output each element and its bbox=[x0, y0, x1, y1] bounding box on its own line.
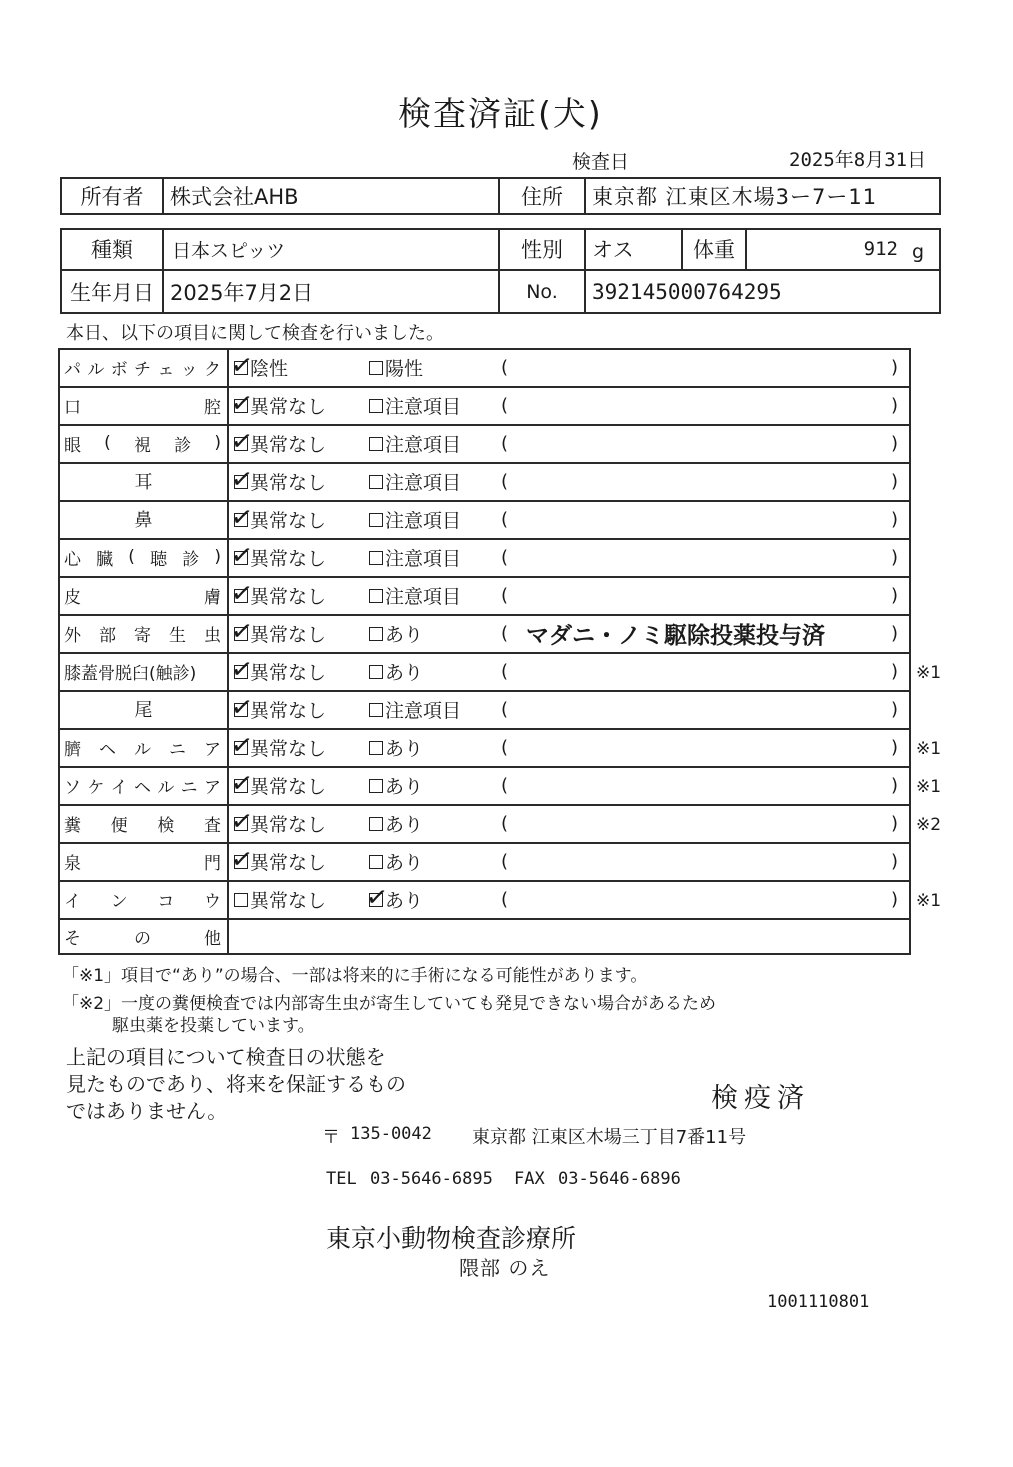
row-label: 皮 膚 bbox=[64, 587, 221, 608]
check-mark-icon: ✓ bbox=[229, 767, 255, 801]
breed-value: 日本スピッツ bbox=[172, 239, 286, 262]
checkbox-abnormal[interactable] bbox=[369, 779, 383, 793]
disclaimer-line2: 見たものであり、将来を保証するもの bbox=[66, 1072, 406, 1096]
option-abnormal-label: あり bbox=[385, 889, 424, 912]
check-mark-icon: ✓ bbox=[229, 501, 255, 535]
checkbox-abnormal[interactable] bbox=[369, 665, 383, 679]
checkbox-normal[interactable] bbox=[229, 349, 255, 383]
row-label: 尾 bbox=[134, 700, 153, 721]
check-mark-icon: ✓ bbox=[229, 615, 255, 649]
row-label: 泉 門 bbox=[64, 853, 221, 874]
option-abnormal[interactable] bbox=[369, 842, 499, 880]
option-abnormal[interactable] bbox=[369, 500, 499, 538]
open-paren: ( bbox=[501, 888, 509, 910]
footnote-1: 「※1」項目で“あり”の場合、一部は将来的に手術になる可能性があります。 bbox=[62, 966, 648, 986]
row-label: ソ ケ イ ヘ ル ニ ア bbox=[64, 777, 221, 798]
close-paren: ) bbox=[891, 698, 899, 720]
footnote-2-line2: 駆虫薬を投薬しています。 bbox=[112, 1016, 315, 1036]
checkbox-normal[interactable] bbox=[229, 805, 255, 839]
row-label: 心 臓 ( 聴 診 ) bbox=[64, 547, 221, 570]
checkbox-abnormal[interactable] bbox=[369, 437, 383, 451]
open-paren: ( bbox=[501, 508, 509, 530]
checkbox-normal[interactable] bbox=[229, 387, 255, 421]
weight-unit: g bbox=[912, 241, 925, 263]
option-normal[interactable] bbox=[229, 500, 364, 538]
check-mark-icon: ✓ bbox=[229, 691, 255, 725]
option-normal[interactable] bbox=[229, 424, 364, 462]
weight-value: 912 bbox=[863, 238, 898, 260]
close-paren: ) bbox=[891, 470, 899, 492]
check-mark-icon: ✓ bbox=[229, 349, 255, 383]
option-normal-label: 異常なし bbox=[250, 889, 327, 912]
option-normal-label: 異常なし bbox=[250, 395, 327, 418]
open-paren: ( bbox=[501, 774, 509, 796]
option-abnormal-label: 注意項目 bbox=[385, 699, 462, 722]
open-paren: ( bbox=[501, 584, 509, 606]
option-normal[interactable] bbox=[229, 690, 364, 728]
check-mark-icon: ✓ bbox=[229, 805, 255, 839]
checkbox-normal[interactable] bbox=[229, 691, 255, 725]
option-abnormal-label: 注意項目 bbox=[385, 547, 462, 570]
open-paren: ( bbox=[501, 698, 509, 720]
option-normal[interactable] bbox=[229, 462, 364, 500]
close-paren: ) bbox=[891, 622, 899, 644]
option-normal-label: 異常なし bbox=[250, 471, 327, 494]
option-normal-label: 異常なし bbox=[250, 699, 327, 722]
option-normal[interactable] bbox=[229, 804, 364, 842]
checkbox-normal[interactable] bbox=[229, 539, 255, 573]
option-normal-label: 異常なし bbox=[250, 509, 327, 532]
row-label: 臍 ヘ ル ニ ア bbox=[64, 739, 221, 760]
option-abnormal[interactable] bbox=[369, 804, 499, 842]
option-normal[interactable] bbox=[229, 652, 364, 690]
footnote-mark: ※1 bbox=[916, 739, 942, 759]
check-mark-icon: ✓ bbox=[229, 539, 255, 573]
close-paren: ) bbox=[891, 356, 899, 378]
check-mark-icon: ✓ bbox=[229, 387, 255, 421]
dob-value: 2025年7月2日 bbox=[170, 281, 314, 305]
open-paren: ( bbox=[501, 394, 509, 416]
option-abnormal-label: あり bbox=[385, 661, 424, 684]
option-normal[interactable] bbox=[229, 766, 364, 804]
option-normal-label: 異常なし bbox=[250, 585, 327, 608]
sex-value: オス bbox=[592, 238, 634, 262]
option-normal-label: 異常なし bbox=[250, 775, 327, 798]
tel-number: 03-5646-6895 bbox=[370, 1169, 493, 1189]
check-mark-icon: ✓ bbox=[229, 463, 255, 497]
option-abnormal[interactable] bbox=[369, 576, 499, 614]
checkbox-abnormal[interactable] bbox=[369, 475, 383, 489]
other-label: そ の 他 bbox=[64, 929, 221, 949]
check-mark-icon: ✓ bbox=[364, 881, 390, 915]
exam-date-label: 検査日 bbox=[572, 151, 630, 173]
checkbox-abnormal[interactable] bbox=[369, 855, 383, 869]
option-abnormal[interactable] bbox=[364, 880, 499, 918]
signer-name: 隈部 のえ bbox=[459, 1256, 551, 1280]
close-paren: ) bbox=[891, 508, 899, 530]
dob-label: 生年月日 bbox=[70, 281, 154, 305]
footnote-mark: ※1 bbox=[916, 663, 942, 683]
address-value: 東京都 江東区木場3ー7ー11 bbox=[592, 185, 878, 209]
option-abnormal-label: 注意項目 bbox=[385, 433, 462, 456]
close-paren: ) bbox=[891, 774, 899, 796]
close-paren: ) bbox=[891, 394, 899, 416]
row-label: パ ル ボ チ ェ ッ ク bbox=[64, 359, 221, 380]
checkbox-abnormal[interactable] bbox=[369, 741, 383, 755]
option-abnormal-label: あり bbox=[385, 737, 424, 760]
check-mark-icon: ✓ bbox=[229, 577, 255, 611]
option-abnormal[interactable] bbox=[369, 766, 499, 804]
option-normal[interactable] bbox=[229, 348, 364, 386]
checkbox-abnormal[interactable] bbox=[369, 589, 383, 603]
check-mark-icon: ✓ bbox=[229, 729, 255, 763]
close-paren: ) bbox=[891, 850, 899, 872]
option-abnormal-label: あり bbox=[385, 813, 424, 836]
checkbox-abnormal[interactable] bbox=[369, 703, 383, 717]
document-number: 1001110801 bbox=[767, 1292, 870, 1312]
option-normal-label: 異常なし bbox=[250, 547, 327, 570]
row-label: 眼 ( 視 診 ) bbox=[64, 433, 221, 456]
option-abnormal-label: 注意項目 bbox=[385, 395, 462, 418]
checkbox-normal[interactable] bbox=[234, 893, 248, 907]
row-label: 鼻 bbox=[134, 510, 153, 531]
option-normal-label: 異常なし bbox=[250, 433, 327, 456]
option-normal-label: 陰性 bbox=[250, 357, 289, 380]
sex-label: 性別 bbox=[521, 238, 563, 262]
row-label: イ ン コ ウ bbox=[64, 891, 221, 912]
option-abnormal[interactable] bbox=[369, 690, 499, 728]
open-paren: ( bbox=[501, 356, 509, 378]
option-normal-label: 異常なし bbox=[250, 623, 327, 646]
footnote-2-line1: 「※2」一度の糞便検査では内部寄生虫が寄生していても発見できない場合があるため bbox=[62, 994, 717, 1014]
checkbox-normal[interactable] bbox=[229, 463, 255, 497]
owner-label: 所有者 bbox=[80, 185, 144, 209]
option-abnormal-label: 注意項目 bbox=[385, 471, 462, 494]
row-label: 外 部 寄 生 虫 bbox=[64, 625, 221, 646]
weight-label: 体重 bbox=[693, 238, 735, 262]
option-abnormal-label: 注意項目 bbox=[385, 585, 462, 608]
option-abnormal-label: あり bbox=[385, 851, 424, 874]
open-paren: ( bbox=[501, 546, 509, 568]
checkbox-normal[interactable] bbox=[229, 767, 255, 801]
option-normal-label: 異常なし bbox=[250, 661, 327, 684]
close-paren: ) bbox=[891, 546, 899, 568]
option-normal[interactable] bbox=[229, 538, 364, 576]
checkbox-normal[interactable] bbox=[229, 615, 255, 649]
close-paren: ) bbox=[891, 660, 899, 682]
row-label: 膝蓋骨脱臼(触診) bbox=[64, 663, 197, 684]
check-mark-icon: ✓ bbox=[229, 653, 255, 687]
option-normal[interactable] bbox=[229, 728, 364, 766]
row-label: 口 腔 bbox=[64, 397, 221, 418]
option-abnormal[interactable] bbox=[369, 728, 499, 766]
option-abnormal-label: 注意項目 bbox=[385, 509, 462, 532]
checkbox-normal[interactable] bbox=[229, 425, 255, 459]
checkbox-abnormal[interactable] bbox=[369, 399, 383, 413]
open-paren: ( bbox=[501, 736, 509, 758]
option-normal-label: 異常なし bbox=[250, 851, 327, 874]
row-label: 糞 便 検 査 bbox=[64, 815, 221, 836]
option-abnormal[interactable] bbox=[369, 386, 499, 424]
address-label: 住所 bbox=[521, 185, 563, 209]
checkbox-normal[interactable] bbox=[229, 501, 255, 535]
open-paren: ( bbox=[501, 850, 509, 872]
close-paren: ) bbox=[891, 812, 899, 834]
checkbox-normal[interactable] bbox=[229, 577, 255, 611]
clinic-address: 東京都 江東区木場三丁目7番11号 bbox=[472, 1127, 747, 1148]
open-paren: ( bbox=[501, 432, 509, 454]
checkbox-normal[interactable] bbox=[229, 653, 255, 687]
close-paren: ) bbox=[891, 432, 899, 454]
close-paren: ) bbox=[891, 888, 899, 910]
checkbox-abnormal[interactable] bbox=[369, 361, 383, 375]
document-title: 検査済証(犬) bbox=[398, 94, 603, 133]
checkbox-abnormal[interactable] bbox=[369, 627, 383, 641]
option-abnormal-label: あり bbox=[385, 623, 424, 646]
checkbox-abnormal[interactable] bbox=[369, 513, 383, 527]
option-abnormal[interactable] bbox=[369, 424, 499, 462]
breed-label: 種類 bbox=[91, 238, 133, 262]
checkbox-abnormal[interactable] bbox=[369, 817, 383, 831]
checkbox-normal[interactable] bbox=[229, 729, 255, 763]
postal-code: 135-0042 bbox=[350, 1124, 432, 1144]
option-abnormal[interactable] bbox=[369, 614, 499, 652]
option-normal-label: 異常なし bbox=[250, 813, 327, 836]
checkbox-abnormal[interactable] bbox=[369, 551, 383, 565]
option-abnormal[interactable] bbox=[369, 462, 499, 500]
fax-number: 03-5646-6896 bbox=[558, 1169, 681, 1189]
owner-value: 株式会社AHB bbox=[170, 185, 299, 209]
check-mark-icon: ✓ bbox=[229, 843, 255, 877]
row-label: 耳 bbox=[134, 472, 153, 493]
check-mark-icon: ✓ bbox=[229, 425, 255, 459]
option-normal-label: 異常なし bbox=[250, 737, 327, 760]
no-label: No. bbox=[526, 281, 558, 303]
option-abnormal[interactable] bbox=[369, 652, 499, 690]
footnote-mark: ※1 bbox=[916, 777, 942, 797]
footnote-mark: ※1 bbox=[916, 891, 942, 911]
open-paren: ( bbox=[501, 622, 509, 644]
option-normal[interactable] bbox=[229, 842, 364, 880]
intro-text: 本日、以下の項目に関して検査を行いました。 bbox=[66, 323, 444, 344]
option-abnormal[interactable] bbox=[369, 348, 499, 386]
disclaimer-line1: 上記の項目について検査日の状態を bbox=[66, 1045, 386, 1069]
checkbox-abnormal[interactable] bbox=[364, 881, 390, 915]
checkbox-normal[interactable] bbox=[229, 843, 255, 877]
open-paren: ( bbox=[501, 660, 509, 682]
row-note: マダニ・ノミ駆除投薬投与済 bbox=[526, 622, 825, 649]
tel-label: TEL bbox=[326, 1169, 357, 1189]
option-normal[interactable] bbox=[229, 386, 364, 424]
option-abnormal[interactable] bbox=[369, 538, 499, 576]
open-paren: ( bbox=[501, 470, 509, 492]
fax-label: FAX bbox=[514, 1169, 545, 1189]
close-paren: ) bbox=[891, 584, 899, 606]
quarantine-stamp: 検疫済 bbox=[711, 1083, 810, 1114]
option-abnormal-label: 陽性 bbox=[385, 357, 424, 380]
option-normal[interactable] bbox=[229, 614, 364, 652]
footnote-mark: ※2 bbox=[916, 815, 942, 835]
no-value: 392145000764295 bbox=[592, 280, 782, 304]
option-normal[interactable] bbox=[234, 880, 364, 918]
exam-date: 2025年8月31日 bbox=[789, 149, 927, 171]
clinic-name: 東京小動物検査診療所 bbox=[326, 1224, 577, 1253]
option-normal[interactable] bbox=[229, 576, 364, 614]
option-abnormal-label: あり bbox=[385, 775, 424, 798]
close-paren: ) bbox=[891, 736, 899, 758]
postal-mark: 〒 bbox=[322, 1127, 340, 1148]
disclaimer-line3: ではありません。 bbox=[66, 1099, 228, 1123]
open-paren: ( bbox=[501, 812, 509, 834]
